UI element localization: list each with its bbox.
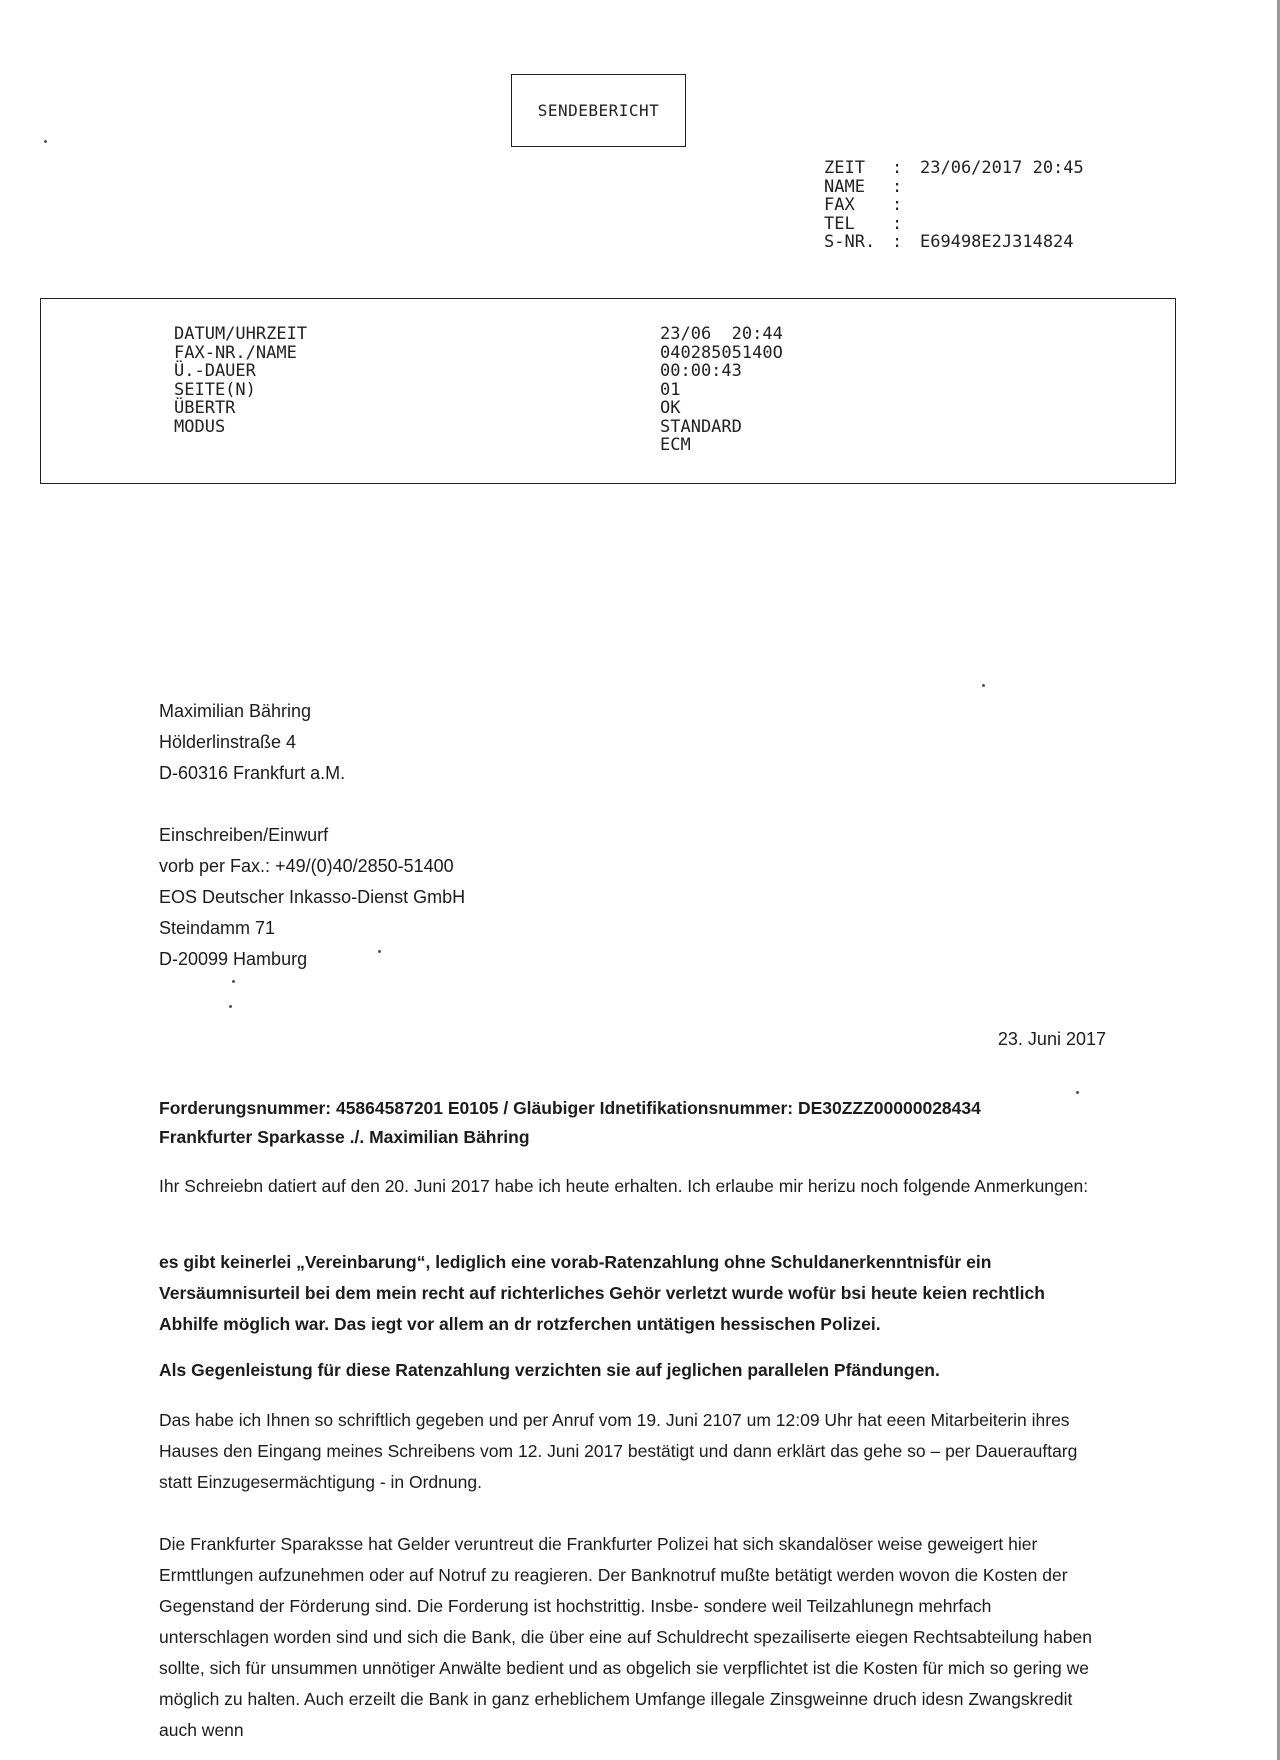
header-key: S-NR. bbox=[824, 232, 876, 252]
value-modus: STANDARD bbox=[660, 416, 742, 437]
header-row-snr bbox=[824, 233, 1084, 252]
fax-notice: vorb per Fax.: +49/(0)40/2850-51400 bbox=[159, 856, 454, 876]
paragraph-2: es gibt keinerlei „Vereinbarung“, lediglich eine vorab-Ratenzahlung ohne Schuldanerkenntnisfür ein Versäumnisurteil bei dem mein recht auf richterliches Gehör verletzt wurde wofür bsi heute keien rechtlich Abhilfe möglich war. Das iegt vor allem an dr rotzferchen untätigen hessischen Polizei. bbox=[159, 1252, 1045, 1334]
value-fax-nr: 04028505140O bbox=[660, 342, 783, 363]
transmission-details-box bbox=[40, 298, 1176, 484]
header-separator: : bbox=[892, 213, 903, 234]
paragraph-5: Die Frankfurter Sparaksse hat Gelder veruntreut die Frankfurter Polizei hat sich skandalöser weise geweigert hier Ermttlungen aufzunehmen oder auf Notruf zu reagieren. Der Banknotruf mußte betätigt werden wovon die Kosten der Gegenstand der Förderung sind. Die Forderung ist hochstrittig. Insbe- sondere weil Teilzahlunegn mehrfach unterschlagen worden sind und sich die Bank, die über eine auf Schuldrecht spezailiserte eiegen Rechtsabteilung haben sollte, sich für unsummen unnötiger Anwälte bedient und as obgelich sie verpflichtet ist die Kosten für mich so gering we möglich zu halten. Auch erzeilt die Bank in ganz erheblichem Umfange illegale Zinsgweinne druch idesn Zwangskredit auch wenn bbox=[159, 1534, 1092, 1740]
header-key: ZEIT bbox=[824, 158, 865, 178]
subject-line-parties: Frankfurter Sparkasse ./. Maximilian Bähring bbox=[159, 1127, 530, 1147]
header-separator: : bbox=[892, 176, 903, 197]
sender-street: Hölderlinstraße 4 bbox=[159, 732, 297, 752]
header-value: E69498E2J314824 bbox=[920, 232, 1074, 252]
label-dauer: Ü.-DAUER bbox=[174, 361, 256, 381]
header-separator: : bbox=[892, 232, 903, 252]
scan-speck bbox=[229, 1005, 232, 1008]
scan-speck bbox=[44, 140, 47, 143]
transmission-values bbox=[660, 325, 783, 455]
header-separator: : bbox=[892, 195, 903, 215]
sender-city: D-60316 Frankfurt a.M. bbox=[159, 763, 346, 783]
value-modus-ecm: ECM bbox=[660, 435, 691, 455]
fax-report-title: SENDEBERICHT bbox=[511, 74, 686, 147]
recipient-city: D-20099 Hamburg bbox=[159, 949, 308, 969]
label-fax-nr-name: FAX-NR./NAME bbox=[174, 342, 297, 363]
label-seiten: SEITE(N) bbox=[174, 379, 256, 400]
value-uebertr: OK bbox=[660, 398, 681, 418]
label-datum-uhrzeit: DATUM/UHRZEIT bbox=[174, 324, 308, 344]
delivery-method: Einschreiben/Einwurf bbox=[159, 825, 329, 845]
header-key: NAME bbox=[824, 176, 865, 197]
fax-header-info bbox=[824, 159, 1084, 252]
value-dauer: 00:00:43 bbox=[660, 361, 742, 381]
paragraph-1: Ihr Schreiebn datiert auf den 20. Juni 2017 habe ich heute erhalten. Ich erlaube mir herizu noch folgende Anmerkungen: bbox=[159, 1176, 1089, 1196]
header-row-name bbox=[824, 178, 1084, 197]
header-row-fax bbox=[824, 196, 1084, 215]
subject-line-reference: Forderungsnummer: 45864587201 E0105 / Gläubiger Idnetifikationsnummer: DE30ZZZ00000028434 bbox=[159, 1098, 981, 1118]
sender-name: Maximilian Bähring bbox=[159, 701, 312, 721]
value-datum-uhrzeit: 23/06 20:44 bbox=[660, 324, 783, 344]
header-row-tel bbox=[824, 215, 1084, 234]
header-value: 23/06/2017 20:45 bbox=[920, 158, 1084, 178]
scan-speck bbox=[1076, 1091, 1079, 1094]
paragraph-4: Das habe ich Ihnen so schriftlich gegeben und per Anruf vom 19. Juni 2107 um 12:09 Uhr hat eeen Mitarbeiterin ihres Hauses den Eingang meines Schreibens vom 12. Juni 2017 bestätigt und dann erklärt das gehe so – per Dauerauftarg statt Einzugesermächtigung - in Ordnung. bbox=[159, 1410, 1078, 1492]
scan-speck bbox=[232, 980, 235, 983]
subject-block bbox=[159, 1094, 1119, 1152]
letter-date: 23. Juni 2017 bbox=[997, 1029, 1106, 1049]
paragraph-3: Als Gegenleistung für diese Ratenzahlung verzichten sie auf jeglichen parallelen Pfändungen. bbox=[159, 1360, 940, 1380]
header-key: TEL bbox=[824, 213, 855, 234]
scan-speck bbox=[982, 684, 985, 687]
header-separator: : bbox=[892, 158, 903, 178]
scan-speck bbox=[378, 950, 381, 953]
header-key: FAX bbox=[824, 195, 855, 215]
recipient-company: EOS Deutscher Inkasso-Dienst GmbH bbox=[159, 887, 466, 907]
recipient-address bbox=[159, 820, 465, 975]
label-modus: MODUS bbox=[174, 416, 226, 437]
recipient-street: Steindamm 71 bbox=[159, 918, 276, 938]
label-uebertr: ÜBERTR bbox=[174, 398, 236, 418]
header-row-zeit bbox=[824, 159, 1084, 178]
transmission-labels bbox=[174, 325, 307, 436]
sender-address bbox=[159, 696, 345, 789]
value-seiten: 01 bbox=[660, 379, 681, 400]
